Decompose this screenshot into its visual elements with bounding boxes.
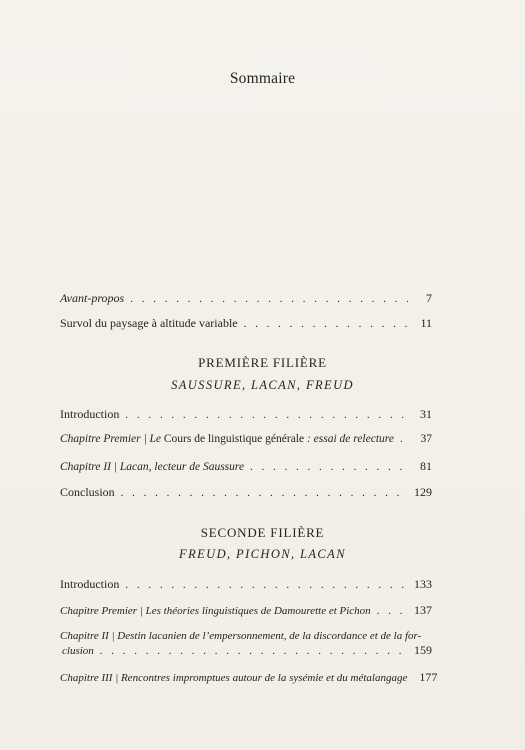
toc-entry-conclusion xyxy=(60,485,432,500)
dot-leader xyxy=(244,317,408,331)
toc-entry-label: Chapitre III | Rencontres impromptues autour de la sysémie et du métalangage xyxy=(60,672,408,684)
toc-entry-page: 37 xyxy=(420,433,432,445)
page-title: Sommaire xyxy=(229,70,296,87)
toc-entry-chapitre-iii-2 xyxy=(60,670,438,685)
toc-entry-chapitre-premier-1 xyxy=(60,432,432,446)
toc-entry-chapitre-ii-1 xyxy=(60,459,432,474)
dot-leader xyxy=(130,292,408,306)
dot-leader xyxy=(400,432,408,446)
dot-leader xyxy=(121,486,408,500)
toc-entry-chapitre-ii-2 xyxy=(60,629,432,658)
dot-leader xyxy=(125,408,408,422)
toc-entry-page: 7 xyxy=(426,291,432,305)
toc-entry-chapitre-premier-2 xyxy=(60,603,432,618)
toc-entry-survol xyxy=(60,316,432,331)
toc-entry-label: Chapitre Premier | Le Cours de linguistique générale : essai de relecture xyxy=(60,433,394,445)
toc-entry-label-line2: clusion xyxy=(62,645,94,657)
section-title-seconde-filiere: SECONDE FILIÈRE xyxy=(200,525,325,540)
section-subtitle-premiere-filiere: SAUSSURE, LACAN, FREUD xyxy=(171,378,354,392)
dot-leader xyxy=(377,604,408,618)
dot-leader xyxy=(250,460,408,474)
toc-entry-introduction-1 xyxy=(60,407,432,422)
section-title-premiere-filiere: PREMIÈRE FILIÈRE xyxy=(198,355,327,370)
toc-entry-page: 81 xyxy=(420,459,432,473)
toc-entry-page: 31 xyxy=(420,407,432,421)
toc-entry-page: 129 xyxy=(414,485,432,499)
toc-entry-page: 133 xyxy=(414,577,432,591)
toc-entry-label: Chapitre II | Lacan, lecteur de Saussure xyxy=(60,461,245,473)
toc-entry-page: 159 xyxy=(414,643,432,657)
toc-entry-label: Avant-propos xyxy=(60,291,125,305)
dot-leader xyxy=(125,578,408,592)
dot-leader xyxy=(100,644,408,658)
toc-entry-label: Chapitre Premier | Les théories linguistiques de Damourette et Pichon xyxy=(60,605,371,617)
toc-entry-page: 11 xyxy=(420,316,432,330)
toc-entry-page: 177 xyxy=(419,670,438,684)
toc-entry-label: Conclusion xyxy=(60,485,115,499)
toc-entry-avant-propos xyxy=(60,291,432,306)
section-subtitle-seconde-filiere: FREUD, PICHON, LACAN xyxy=(179,547,346,561)
toc-entry-introduction-2 xyxy=(60,577,432,592)
toc-entry-page: 137 xyxy=(414,603,432,617)
toc-entry-label-line1: Chapitre II | Destin lacanien de l’empersonnement, de la discordance et de la for- xyxy=(60,630,422,642)
toc-entry-label: Survol du paysage à altitude variable xyxy=(60,316,238,330)
toc-entry-label: Introduction xyxy=(60,407,120,421)
toc-entry-label: Introduction xyxy=(60,577,120,591)
